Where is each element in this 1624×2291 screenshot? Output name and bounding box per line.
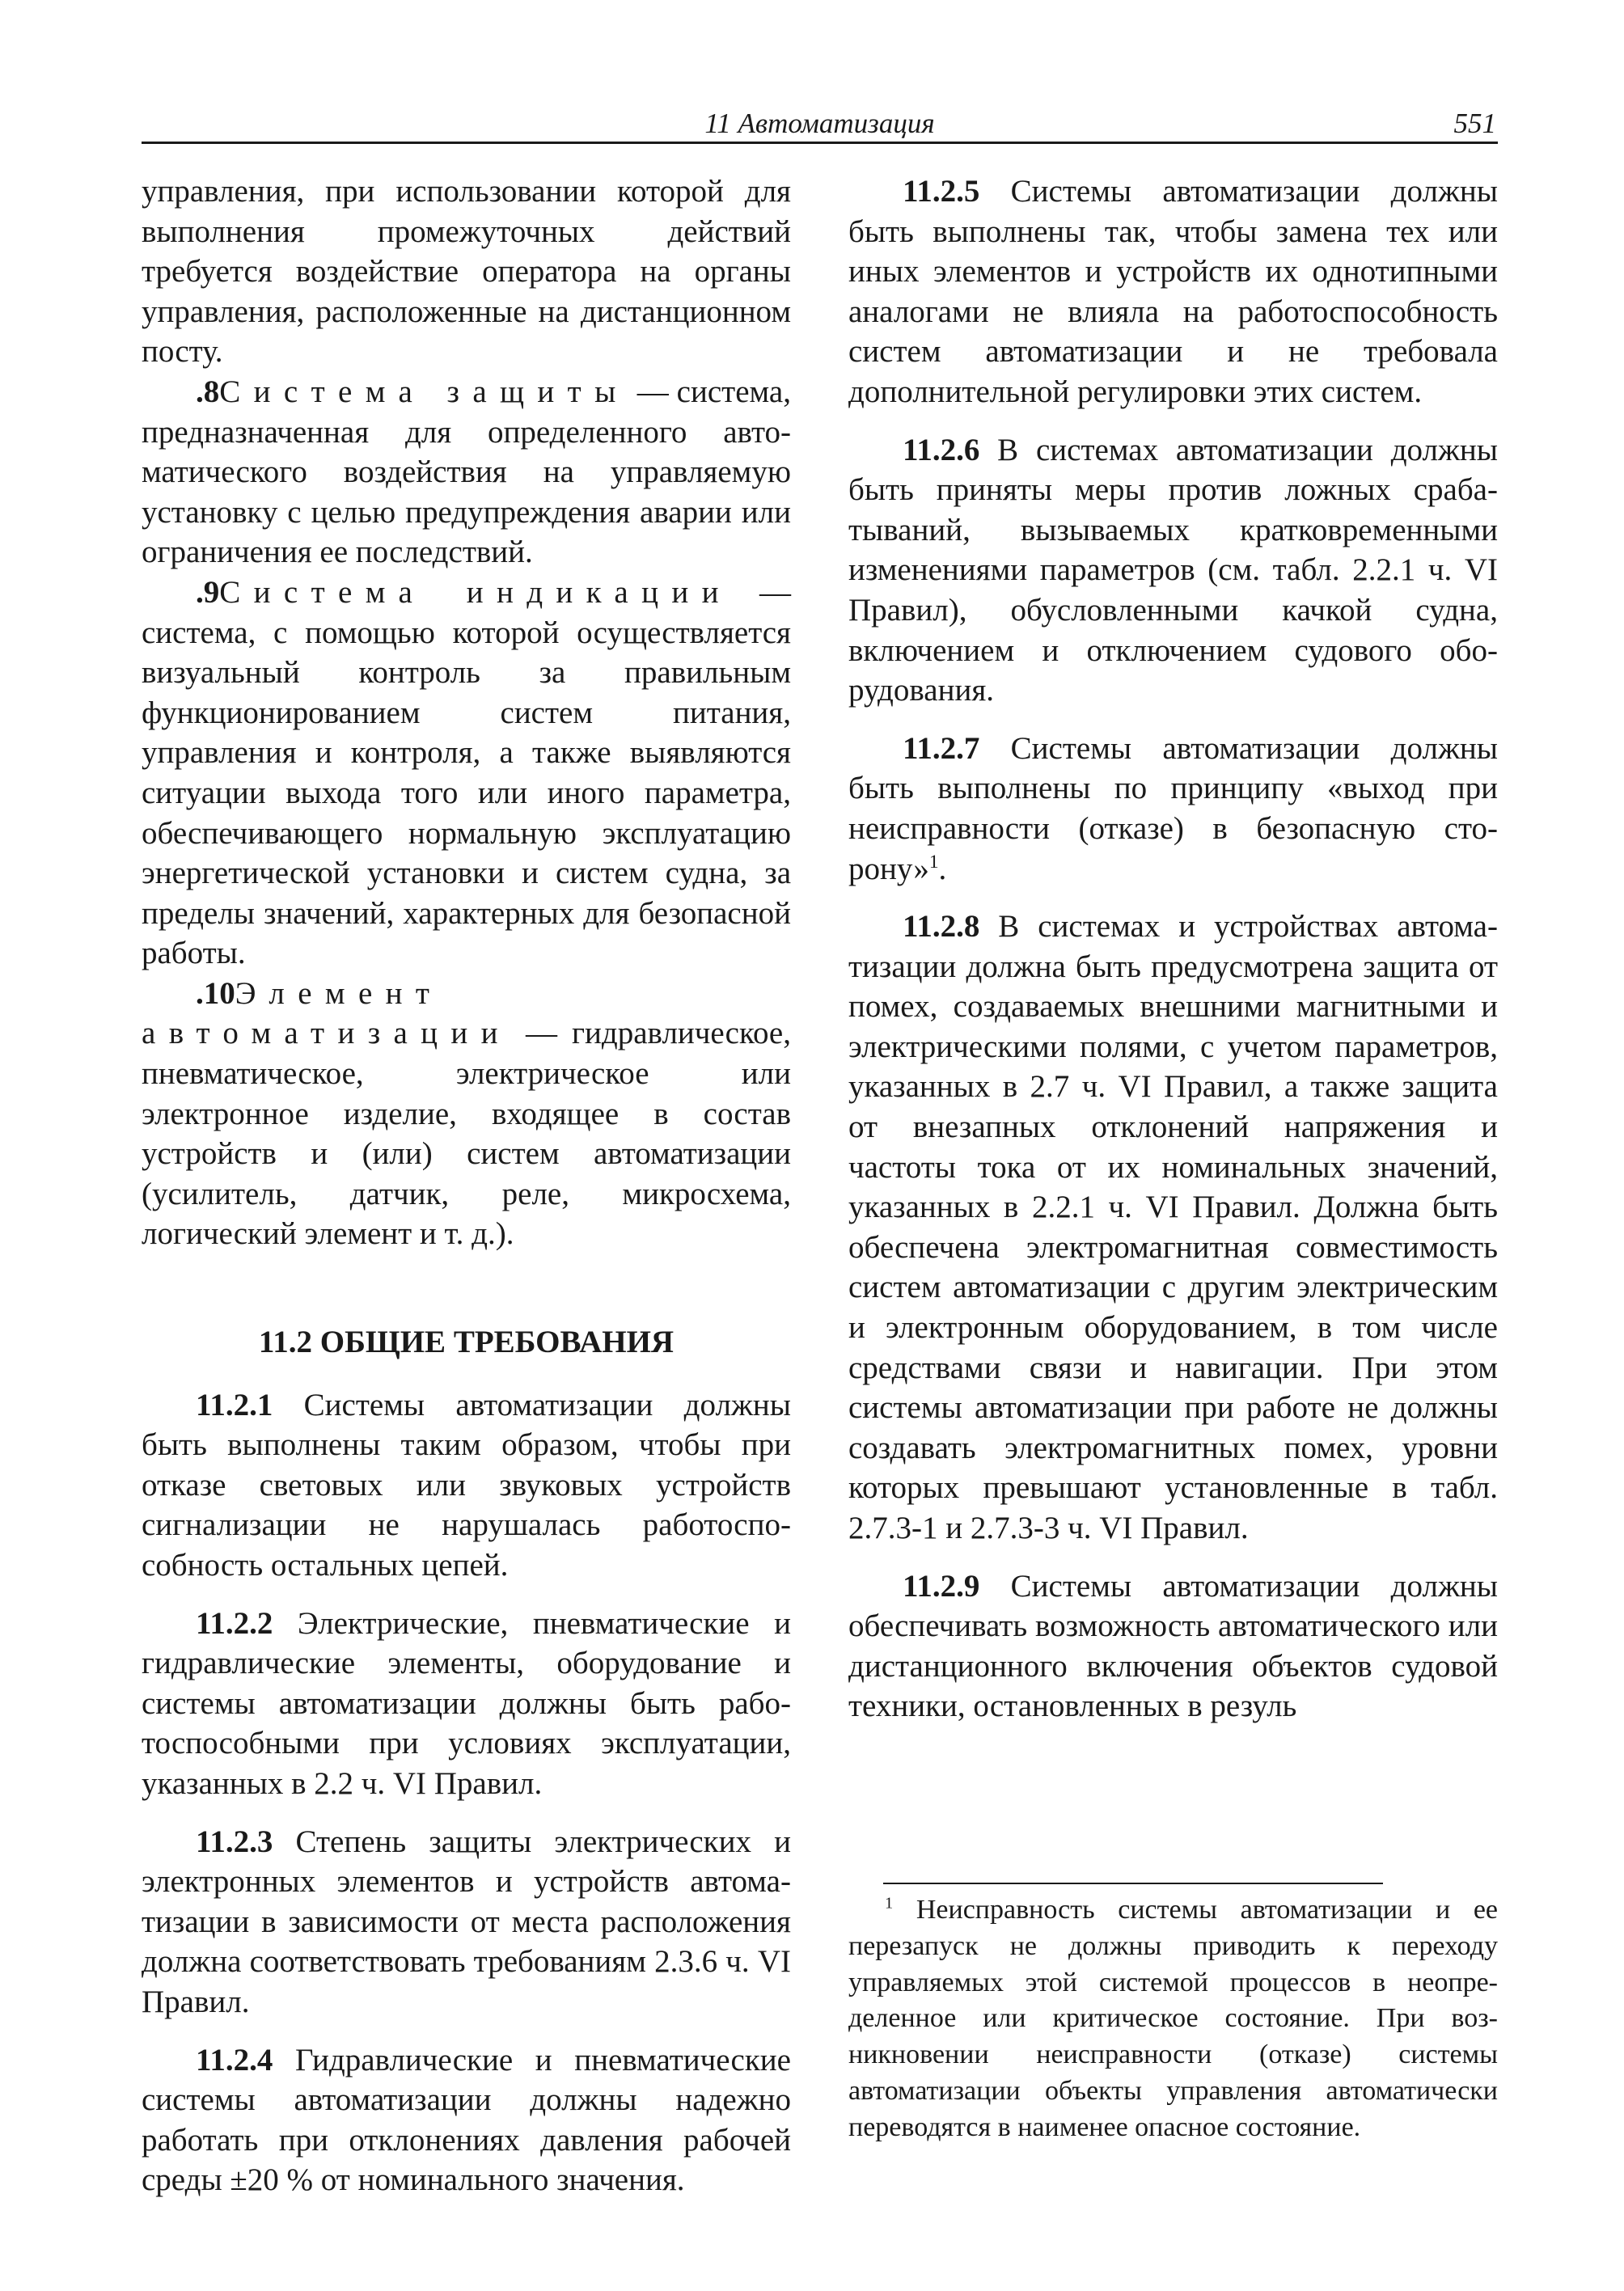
clause-number: .10 [196,975,235,1011]
clause-number: 11.2.4 [196,2042,273,2078]
paragraph-text: управления, при использовании которой для выполнения промежуточных действий требуется воздействие оператора на органы управления, расположенные на дистанционном посту. [142,174,791,370]
running-header [142,105,1498,144]
clause-11-2-6 [848,430,1498,711]
defined-term: Система защиты [219,374,629,409]
footnote-marker: 1 [885,1894,894,1913]
definition-10 [142,974,791,1254]
clause-number: 11.2.8 [903,909,980,945]
footnote-body: Неисправность системы автоматизации и ее перезапуск не должны приводить к переходу управляемых этой системой процессов в неопределенное или критическое состояние. При возникновении неисправности (отказе) системы автоматизации объекты управления автоматически переводятся в наименее опасное состояние. [848,1895,1498,2142]
clause-11-2-4 [142,2040,791,2200]
clause-text: Системы автоматизации должны обеспечивать возможность автоматического или дистанционного включения объектов судовой техники, остановленных в резуль [848,1568,1498,1724]
definition-text: — гидравлическое, пневматическое, электрическое или электронное изделие, входящее в состав устройств и (или) систем автоматизации (усилитель, датчик, реле, микросхема, логический элемент и т. д.). [142,1016,791,1252]
clause-number: 11.2.7 [903,730,980,766]
clause-number: 11.2.9 [903,1568,980,1604]
clause-number: .8 [196,374,220,409]
footnote-text [848,1892,1498,2146]
clause-number: 11.2.6 [903,432,980,467]
footnote-reference[interactable]: 1 [928,851,939,873]
right-column [848,171,1498,1727]
continued-paragraph [142,171,791,372]
clause-text: Системы автоматизации должны быть выполнены по принципу «выход при неисправности (отказе) в безопасную сторону» [848,730,1498,886]
footnote-divider [883,1883,1383,1884]
clause-text: Электрические, пневматические и гидравлические элементы, оборудование и системы автоматизации должны быть работоспособными при условиях эксплуатации, указанных в 2.2 ч. VI Правил. [142,1605,791,1801]
defined-term: Элемент автоматизации [142,975,511,1051]
clause-11-2-7 [848,729,1498,889]
clause-number: 11.2.1 [196,1387,273,1422]
clause-11-2-9 [848,1566,1498,1727]
definition-8 [142,372,791,573]
clause-11-2-1 [142,1385,791,1586]
defined-term: Система индикации [219,574,732,610]
definition-9 [142,573,791,974]
clause-11-2-5 [848,171,1498,412]
clause-11-2-8 [848,907,1498,1549]
clause-text: В системах автоматизации должны быть приняты меры против ложных срабатываний, вызываемых кратковременными изменениями параметров (см. табл. 2.2.1 ч. VI Правил), обусловленными качкой судна, включением и отключением судового оборудования. [848,432,1498,708]
footnote [848,1892,1498,2146]
clause-number: 11.2.5 [903,174,980,209]
clause-11-2-2 [142,1604,791,1804]
clause-text: Гидравлические и пневматические системы автоматизации должны надежно работать при отклонениях давления рабочей среды ±20 % от номинального значения. [142,2042,791,2198]
clause-text: Степень защиты электрических и электронных элементов и устройств автоматизации в зависимости от места расположения должна соответствовать требованиям 2.3.6 ч. VI Правил. [142,1824,791,2019]
clause-text: Системы автоматизации должны быть выполнены таким образом, чтобы при отказе световых или звуковых устройств сигнализации не нарушалась работоспособность остальных цепей. [142,1387,791,1583]
page-number: 551 [1453,108,1496,139]
running-header-title: 11 Автоматизация [704,108,935,139]
clause-text: Системы автоматизации должны быть выполнены так, чтобы замена тех или иных элементов и устройств их однотипными аналогами не влияла на работоспособность систем автоматизации и не требовала дополнительной регулировки этих систем. [848,174,1498,409]
clause-text: В системах и устройствах автоматизации должна быть предусмотрена защита от помех, создаваемых внешними магнитными и электрическими полями, с учетом параметров, указанных в 2.7 ч. VI Правил, а также защита от внезапных отклонений напряжения и частоты тока от их номинальных значений, указанных в 2.2.1 ч. VI Правил. Должна быть обеспечена электромагнитная совместимость систем автоматизации с другим электрическим и электронным оборудованием, в том числе средствами связи и навигации. При этом системы автоматизации при работе не должны создавать электромагнитных помех, уровни которых превышают установленные в табл. 2.7.3-1 и 2.7.3-3 ч. VI Правил. [848,909,1498,1545]
section-heading: 11.2 ОБЩИЕ ТРЕБОВАНИЯ [258,1325,675,1360]
clause-number: 11.2.3 [196,1824,273,1859]
clause-11-2-3 [142,1822,791,2023]
clause-number: .9 [196,574,220,610]
clause-text-end: . [938,851,947,886]
definition-text: — система, с помощью которой осуществляется визуальный контроль за правильным функционированием систем питания, управления и контроля, а также выявляются ситуации выхода того или иного параметра, обеспечивающего нормальную эксплуатацию энергетической установки и систем судна, за пределы значений, характерных для безопасной работы. [142,574,791,971]
clause-number: 11.2.2 [196,1605,273,1641]
definition-text: — система, предназначенная для определенного автоматического воздействия на управляемую установку с целью предупреждения аварии или ограничения ее последствий. [142,374,791,570]
left-column [142,171,791,2200]
